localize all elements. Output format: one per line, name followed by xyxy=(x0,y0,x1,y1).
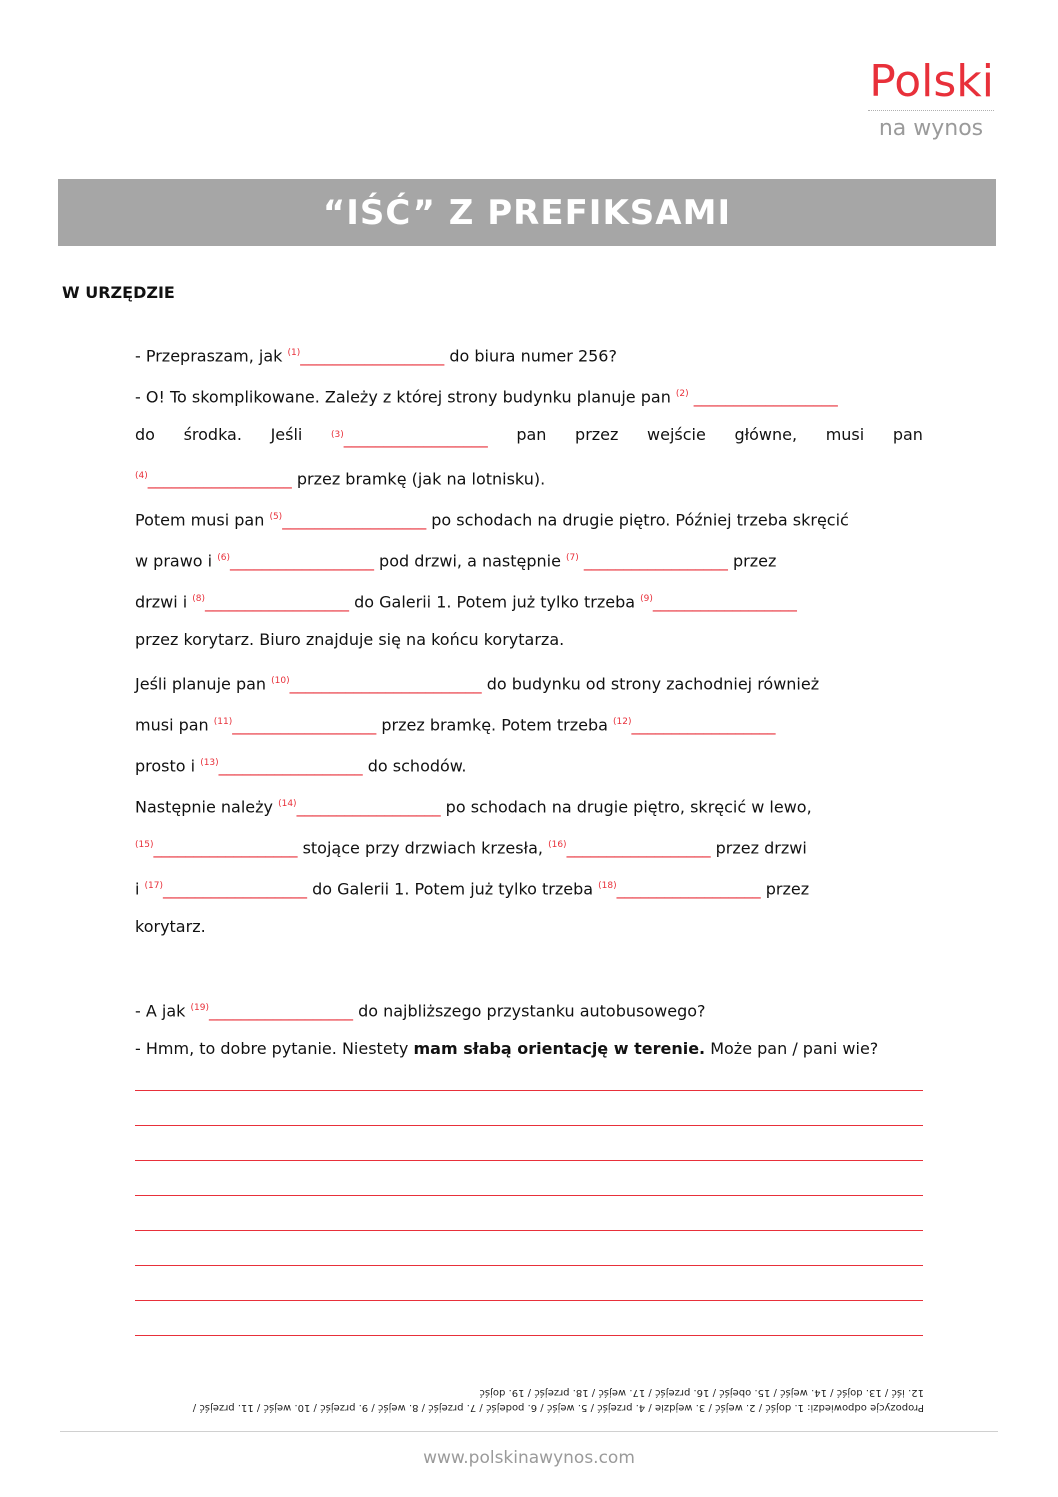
blank-number: (2) xyxy=(675,389,689,399)
blank-11[interactable]: __________________ xyxy=(232,715,377,735)
text-line xyxy=(135,995,923,1036)
text: Następnie należy xyxy=(135,797,279,817)
text: musi pan xyxy=(135,715,214,735)
blank-number: (4) xyxy=(135,471,148,481)
text-line xyxy=(135,791,923,832)
writing-line[interactable] xyxy=(135,1126,923,1161)
logo xyxy=(868,58,994,141)
logo-main-text: Polski xyxy=(869,56,994,107)
text-line xyxy=(135,750,923,791)
page-title: “IŚĆ” Z PREFIKSAMI xyxy=(322,192,732,233)
blank-13[interactable]: __________________ xyxy=(218,756,363,776)
text: przez bramkę. Potem trzeba xyxy=(376,715,614,735)
blank-6[interactable]: __________________ xyxy=(229,551,374,571)
blank-number: (1) xyxy=(287,348,301,358)
blank-number: (7) xyxy=(566,553,579,563)
blank-17[interactable]: __________________ xyxy=(163,879,308,899)
text: drzwi i xyxy=(135,592,193,612)
text: przez bramkę (jak na lotnisku). xyxy=(291,469,546,489)
text: stojące przy drzwiach krzesła, xyxy=(297,838,549,858)
text: do najbliższego przystanku autobusowego? xyxy=(352,1001,706,1021)
blank-19[interactable]: __________________ xyxy=(208,1001,353,1021)
text: w prawo i xyxy=(135,551,218,571)
text: po schodach na drugie piętro, skręcić w lewo, xyxy=(440,797,812,817)
blank-number: (12) xyxy=(613,717,632,727)
blank-number: (17) xyxy=(144,881,164,891)
blank-15[interactable]: __________________ xyxy=(153,838,298,858)
text: pod drzwi, a następnie xyxy=(373,551,567,571)
text: Jeśli planuje pan xyxy=(135,674,272,694)
text: do Galerii 1. Potem już tylko trzeba xyxy=(349,592,641,612)
text-line xyxy=(135,381,923,422)
text: przez xyxy=(727,551,777,571)
spacer xyxy=(135,955,923,995)
blank-number: (8) xyxy=(192,594,206,604)
text: - O! To skomplikowane. Zależy z której strony budynku planuje pan xyxy=(135,387,676,407)
text: główne, xyxy=(734,425,798,444)
writing-line[interactable] xyxy=(135,1091,923,1126)
text: Może pan / pani wie? xyxy=(705,1039,879,1058)
writing-line[interactable] xyxy=(135,1082,923,1091)
blank-number: (16) xyxy=(548,840,567,850)
text: do Galerii 1. Potem już tylko trzeba xyxy=(307,879,599,899)
blank-12[interactable]: __________________ xyxy=(631,715,776,735)
blank-10[interactable]: ________________________ xyxy=(289,674,482,694)
blank-8[interactable]: __________________ xyxy=(205,592,350,612)
blank-number: (3) xyxy=(330,430,344,440)
text-line xyxy=(135,627,923,668)
text: przez drzwi xyxy=(710,838,807,858)
blank-7[interactable]: __________________ xyxy=(578,551,728,571)
text-line xyxy=(135,914,923,955)
text: - Przepraszam, jak xyxy=(135,346,288,366)
text-line xyxy=(135,1036,923,1077)
text: - Hmm, to dobre pytanie. Niestety xyxy=(135,1039,414,1058)
footer-url: www.polskinawynos.com xyxy=(423,1448,635,1468)
answer-key-line: Propozycje odpowiedzi: 1. dojść / 2. wejść / 3. wejdzie / 4. przejść / 5. wejść / 6. podejść / 7. przejść / 8. wejść / 9. przejść / 10. wejść / 11. przejść / xyxy=(192,1402,924,1413)
text: do budynku od strony zachodniej również xyxy=(481,674,820,694)
blank-number: (13) xyxy=(200,758,219,768)
text: pan xyxy=(892,425,923,444)
blank-number: (6) xyxy=(217,553,230,563)
blank-9[interactable]: __________________ xyxy=(652,592,797,612)
blank-number: (15) xyxy=(135,840,154,850)
writing-line[interactable] xyxy=(135,1301,923,1336)
blank-18[interactable]: __________________ xyxy=(616,879,761,899)
blank-14[interactable]: __________________ xyxy=(296,797,441,817)
text: prosto i xyxy=(135,756,201,776)
text: i xyxy=(135,879,145,899)
text: przez korytarz. Biuro znajduje się na końcu korytarza. xyxy=(135,630,565,649)
blank-number: (5) xyxy=(269,512,283,522)
text: do schodów. xyxy=(362,756,467,776)
text-line xyxy=(135,504,923,545)
blank-16[interactable]: __________________ xyxy=(566,838,711,858)
text-line xyxy=(135,340,923,381)
footer-divider xyxy=(60,1431,998,1432)
logo-sub-text: na wynos xyxy=(878,116,984,141)
text-line xyxy=(135,586,923,627)
text-line xyxy=(135,422,923,463)
answer-key-line: 12. iść / 13. dojść / 14. wejść / 15. obejść / 16. przejść / 17. wejść / 18. przejść / 19. dojść xyxy=(479,1387,924,1398)
text-line xyxy=(135,545,923,586)
text-line xyxy=(135,463,923,504)
blank-4[interactable]: __________________ xyxy=(147,469,292,489)
text: środka. xyxy=(183,425,242,444)
text: po schodach na drugie piętro. Później trzeba skręcić xyxy=(426,510,849,530)
blank-number: (19) xyxy=(190,1003,209,1013)
writing-line[interactable] xyxy=(135,1266,923,1301)
exercise-text xyxy=(135,340,923,1077)
text: pan xyxy=(516,425,547,444)
answer-key xyxy=(136,1385,924,1415)
text: - A jak xyxy=(135,1001,191,1021)
blank-number: (11) xyxy=(213,717,233,727)
blank-number: (10) xyxy=(271,676,290,686)
text: do biura numer 256? xyxy=(444,346,617,366)
blank-1[interactable]: __________________ xyxy=(300,346,445,366)
text: musi xyxy=(825,425,865,444)
text: korytarz. xyxy=(135,917,206,936)
text: Jeśli xyxy=(270,425,303,444)
blank-2[interactable]: __________________ xyxy=(688,387,838,407)
blank-number: (18) xyxy=(598,881,617,891)
text: przez xyxy=(575,425,619,444)
blank-3[interactable]: __________________ xyxy=(343,428,488,448)
blank-number: (9) xyxy=(640,594,653,604)
text: Potem musi pan xyxy=(135,510,270,530)
text-line xyxy=(135,873,923,914)
section-heading: W URZĘDZIE xyxy=(62,283,175,302)
blank-5[interactable]: __________________ xyxy=(282,510,427,530)
writing-lines xyxy=(135,1082,923,1336)
text-line xyxy=(135,668,923,709)
logo-divider xyxy=(868,110,994,111)
text-line xyxy=(135,832,923,873)
writing-line[interactable] xyxy=(135,1196,923,1231)
text: przez xyxy=(760,879,810,899)
text: wejście xyxy=(647,425,706,444)
blank-number: (14) xyxy=(278,799,297,809)
title-bar xyxy=(58,179,996,246)
text-line xyxy=(135,709,923,750)
writing-line[interactable] xyxy=(135,1161,923,1196)
writing-line[interactable] xyxy=(135,1231,923,1266)
text: do xyxy=(135,425,155,444)
bold-phrase: mam słabą orientację w terenie. xyxy=(413,1039,706,1058)
